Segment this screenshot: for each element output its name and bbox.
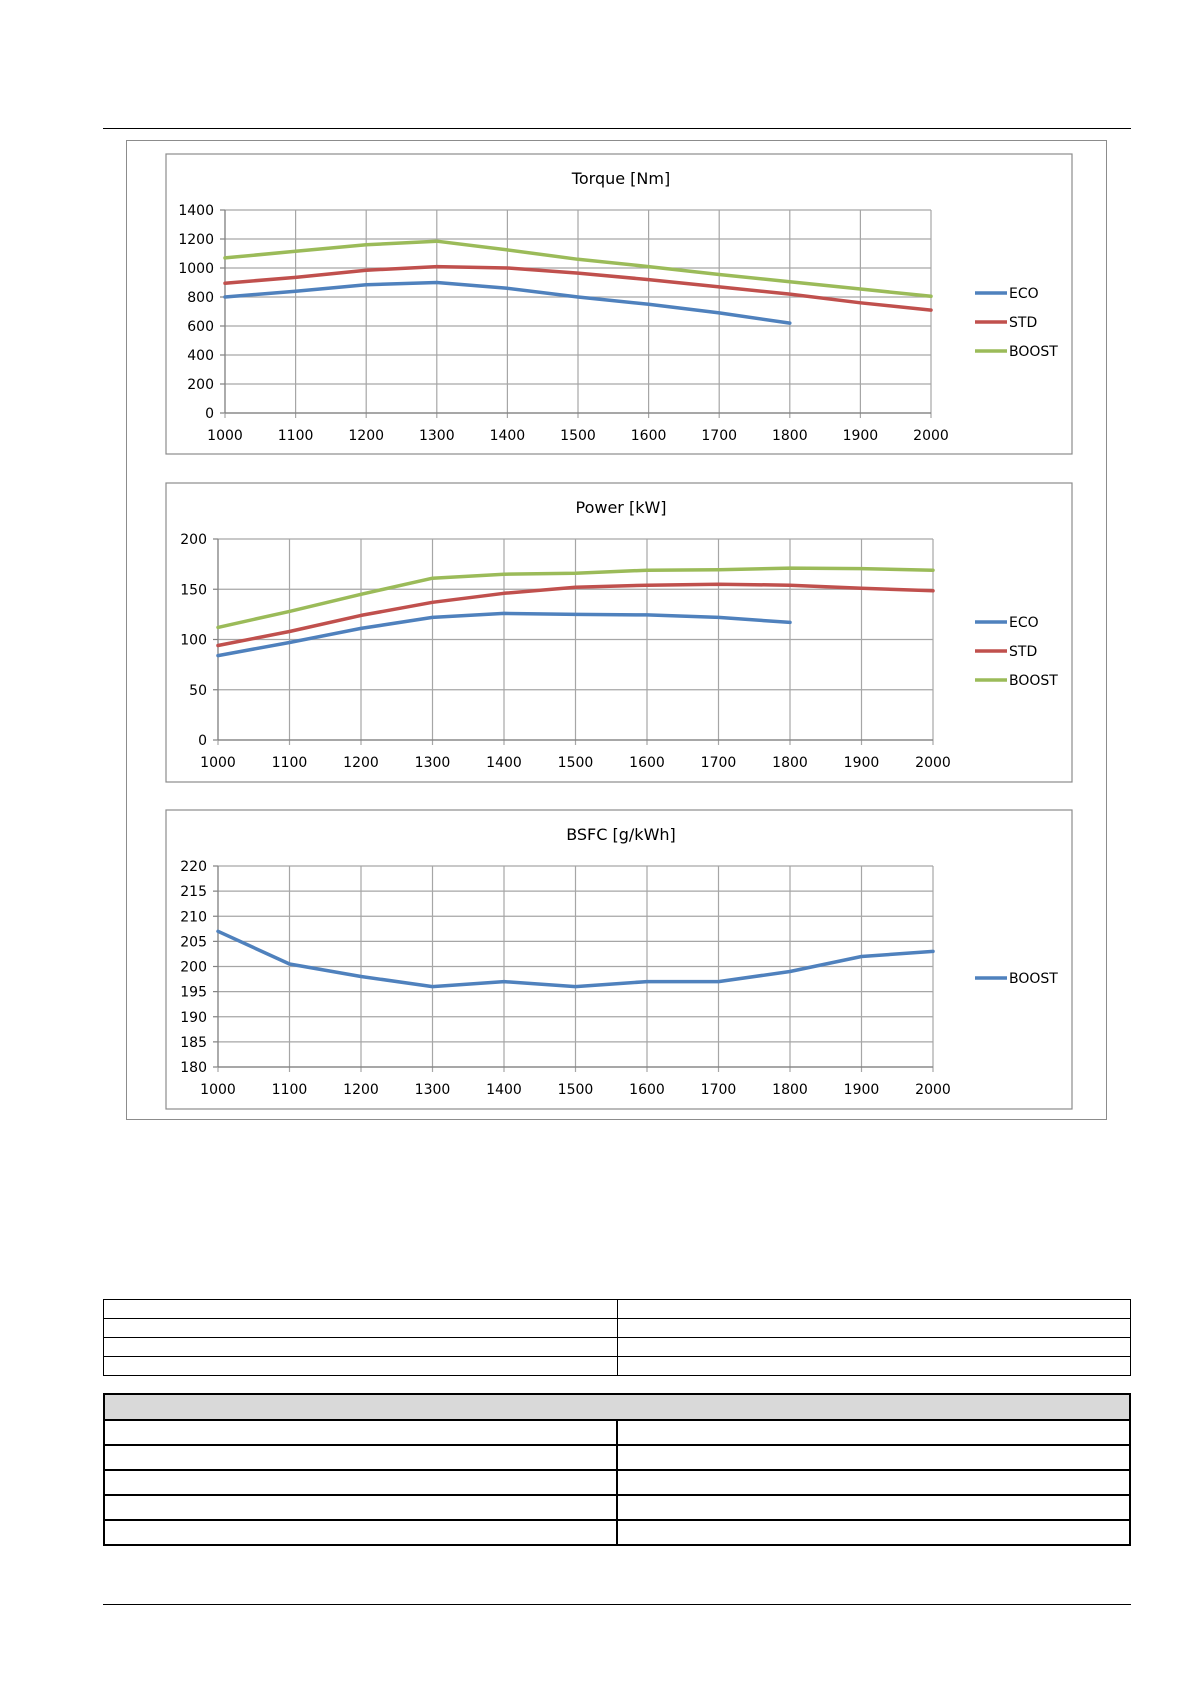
y-tick-label: 800 <box>187 290 214 306</box>
x-tick-label: 1500 <box>557 1082 594 1098</box>
x-tick-label: 1500 <box>557 755 594 771</box>
table-cell <box>104 1300 618 1319</box>
x-tick-label: 2000 <box>913 428 949 444</box>
table-cell <box>104 1319 618 1338</box>
x-tick-label: 1900 <box>843 1082 880 1098</box>
table-cell <box>104 1445 617 1470</box>
table-cell <box>104 1520 617 1545</box>
legend-label-std: STD <box>1009 315 1038 331</box>
spec-table-2 <box>103 1393 1131 1546</box>
table-cell <box>617 1300 1131 1319</box>
legend-label-eco: ECO <box>1009 615 1039 631</box>
x-tick-label: 1600 <box>629 755 665 771</box>
table-row <box>104 1300 1131 1319</box>
x-tick-label: 1000 <box>207 428 243 444</box>
x-tick-label: 1900 <box>842 428 879 444</box>
y-tick-label: 1200 <box>178 232 214 248</box>
x-tick-label: 1300 <box>414 1082 451 1098</box>
power-chart <box>166 483 1072 782</box>
y-tick-label: 0 <box>198 733 207 749</box>
y-tick-label: 215 <box>180 884 207 901</box>
y-tick-label: 205 <box>180 934 207 951</box>
table-cell <box>617 1520 1130 1545</box>
x-tick-label: 1700 <box>701 428 738 444</box>
x-tick-label: 1100 <box>271 1082 308 1098</box>
x-tick-label: 2000 <box>915 1082 951 1098</box>
x-tick-label: 1000 <box>200 1082 236 1098</box>
table-cell <box>617 1338 1131 1357</box>
y-tick-label: 180 <box>180 1060 207 1076</box>
legend-label-boost: BOOST <box>1009 673 1058 689</box>
x-tick-label: 1400 <box>486 755 522 771</box>
x-tick-label: 1400 <box>489 428 526 444</box>
y-tick-label: 1000 <box>178 261 214 277</box>
y-tick-label: 220 <box>180 859 207 875</box>
x-tick-label: 1100 <box>271 755 308 771</box>
table-cell <box>104 1357 618 1376</box>
table-cell <box>617 1357 1131 1376</box>
chart-area-border <box>166 483 1072 782</box>
table-cell <box>617 1319 1131 1338</box>
x-tick-label: 1800 <box>771 428 808 444</box>
y-tick-label: 190 <box>180 1009 207 1026</box>
table-cell <box>104 1495 617 1520</box>
y-tick-label: 200 <box>180 959 207 976</box>
table-row <box>104 1445 1130 1470</box>
y-tick-label: 0 <box>205 406 214 422</box>
chart-title: Power [kW] <box>575 498 667 517</box>
table-cell <box>104 1470 617 1495</box>
bottom-rule <box>103 1604 1131 1605</box>
y-tick-label: 150 <box>180 582 207 599</box>
spec-table-1 <box>103 1299 1131 1376</box>
table-row <box>104 1420 1130 1445</box>
legend-label-std: STD <box>1009 644 1038 660</box>
bsfc-chart <box>166 810 1072 1109</box>
y-tick-label: 50 <box>189 682 207 699</box>
legend-label-boost: BOOST <box>1009 344 1058 360</box>
table-row <box>104 1319 1131 1338</box>
y-tick-label: 1400 <box>178 203 214 219</box>
table-row <box>104 1338 1131 1357</box>
table-header-row <box>104 1394 1130 1420</box>
x-tick-label: 1100 <box>277 428 314 444</box>
x-tick-label: 1300 <box>418 428 455 444</box>
chart-title: Torque [Nm] <box>571 169 671 188</box>
chart-area-border <box>166 154 1072 454</box>
table-cell <box>617 1420 1130 1445</box>
table-cell <box>617 1445 1130 1470</box>
x-tick-label: 1700 <box>700 1082 737 1098</box>
x-tick-label: 1200 <box>348 428 385 444</box>
y-tick-label: 185 <box>180 1034 207 1051</box>
x-tick-label: 1000 <box>200 755 236 771</box>
y-tick-label: 100 <box>180 632 207 649</box>
x-tick-label: 1900 <box>843 755 880 771</box>
y-tick-label: 195 <box>180 984 207 1001</box>
y-tick-label: 600 <box>187 319 214 335</box>
table-row <box>104 1357 1131 1376</box>
table-cell <box>617 1470 1130 1495</box>
x-tick-label: 1500 <box>560 428 596 444</box>
table-row <box>104 1520 1130 1545</box>
x-tick-label: 1800 <box>772 1082 808 1098</box>
x-tick-label: 1600 <box>629 1082 665 1098</box>
table-cell <box>104 1338 618 1357</box>
x-tick-label: 1800 <box>772 755 808 771</box>
table-header-cell <box>104 1394 1130 1420</box>
x-tick-label: 2000 <box>915 755 951 771</box>
x-tick-label: 1400 <box>486 1082 522 1098</box>
y-tick-label: 200 <box>187 377 214 393</box>
chart-area-border <box>166 810 1072 1109</box>
x-tick-label: 1300 <box>414 755 451 771</box>
table-row <box>104 1495 1130 1520</box>
x-tick-label: 1200 <box>343 755 379 771</box>
y-tick-label: 200 <box>180 532 207 548</box>
torque-chart <box>166 154 1072 454</box>
chart-title: BSFC [g/kWh] <box>566 825 676 844</box>
legend-label-eco: ECO <box>1009 286 1039 302</box>
table-cell <box>104 1420 617 1445</box>
table-cell <box>617 1495 1130 1520</box>
y-tick-label: 400 <box>187 348 214 364</box>
y-tick-label: 210 <box>180 909 207 926</box>
x-tick-label: 1700 <box>700 755 737 771</box>
table-row <box>104 1470 1130 1495</box>
legend-label-boost: BOOST <box>1009 971 1058 987</box>
x-tick-label: 1200 <box>343 1082 379 1098</box>
x-tick-label: 1600 <box>630 428 667 444</box>
